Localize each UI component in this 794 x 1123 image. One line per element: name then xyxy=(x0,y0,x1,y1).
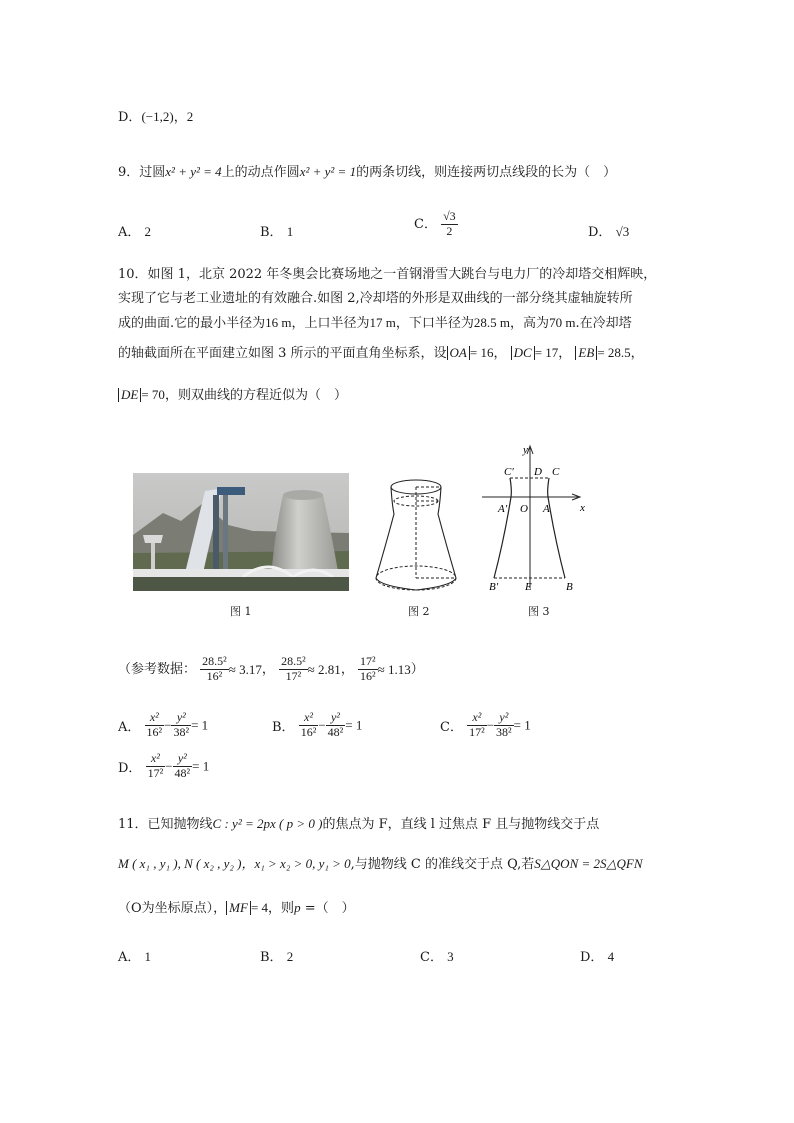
abs-dc: DC xyxy=(511,346,535,360)
point-b: B xyxy=(566,581,573,592)
numerator: y² xyxy=(326,711,346,726)
text: .在冷却塔 xyxy=(575,316,632,331)
top-radius: 17 m xyxy=(369,315,396,330)
separator: ， xyxy=(173,110,187,125)
option-label: D． xyxy=(580,950,604,965)
point-c-prime: C′ xyxy=(504,466,514,478)
option-value: 2 xyxy=(286,949,294,964)
option-value: 2 xyxy=(144,224,152,239)
oa-value: = 16 xyxy=(469,345,494,360)
option-label: D． xyxy=(118,760,142,776)
q10-line-4: 的轴截面所在平面建立如图 3 所示的平面直角坐标系，设 OA = 16， DC = 17， EB = 28.5， xyxy=(118,345,644,361)
q10-option-d xyxy=(118,752,209,781)
numerator: x² xyxy=(145,711,165,726)
q10-option-c xyxy=(440,711,531,740)
numerator: x² xyxy=(299,711,319,726)
figure-3-coordinates xyxy=(478,440,598,592)
height: 70 m xyxy=(549,315,576,330)
q10-line-3 xyxy=(118,316,632,330)
minus: − xyxy=(165,758,173,774)
ref-label: （参考数据： xyxy=(118,661,197,677)
option-value: 1 xyxy=(144,949,152,964)
q9-option-a xyxy=(118,221,151,240)
point-a-prime: A′ xyxy=(498,503,508,515)
denominator: 38² xyxy=(496,724,512,739)
minus: − xyxy=(164,717,172,733)
text: ，高为 xyxy=(510,316,550,331)
fraction-y xyxy=(171,711,191,740)
caption-figure-2: 图 2 xyxy=(408,605,430,618)
option-label: A． xyxy=(118,225,141,240)
option-value: 1 xyxy=(286,224,294,239)
text: 的焦点为 F，直线 l 过焦点 F 且与抛物线交于点 xyxy=(322,817,600,832)
ref-value-1: ≈ 3.17 xyxy=(228,661,262,677)
option-label: C． xyxy=(420,950,443,965)
option-coord: (−1,2) xyxy=(141,109,174,124)
eb-value: = 28.5 xyxy=(597,345,631,360)
ref-fraction-2 xyxy=(279,655,308,684)
text: ,与抛物线 C 的准线交于点 Q,若 xyxy=(350,857,535,872)
option-value: 3 xyxy=(447,949,454,964)
point-b-prime: B′ xyxy=(489,581,499,592)
bottom-radius: 28.5 m xyxy=(473,315,511,330)
figure-2-tower xyxy=(372,474,464,594)
text: ，上口半径为 xyxy=(291,316,370,331)
conditions: ，x₁ > x₂ > 0, y₁ > 0 xyxy=(241,856,351,871)
q9-option-c xyxy=(414,210,458,239)
text: 11．已知抛物线 xyxy=(118,817,213,832)
tower-drawing xyxy=(372,474,464,594)
q9-option-d xyxy=(588,221,629,240)
text: =（ ） xyxy=(300,901,355,916)
q10-option-b xyxy=(272,711,362,740)
dc-value: = 17 xyxy=(534,345,559,360)
denominator: 16² xyxy=(300,724,317,739)
option-label: A． xyxy=(118,950,141,965)
ref-value-2: ≈ 2.81 xyxy=(307,661,341,677)
option-label: B． xyxy=(260,225,283,240)
denominator: 17² xyxy=(147,765,164,780)
equals-one: = 1 xyxy=(192,758,210,774)
y-axis-label: y xyxy=(523,444,528,456)
intersection-points: M ( x₁ , y₁ ), N ( x₂ , y₂ ) xyxy=(118,856,242,871)
numerator: x² xyxy=(146,752,166,767)
denominator: 16² xyxy=(206,668,223,683)
option-value: 4 xyxy=(607,949,615,964)
denominator: 2 xyxy=(446,223,453,238)
min-radius: 16 m xyxy=(265,315,292,330)
fraction xyxy=(441,210,458,239)
denominator: 17² xyxy=(285,668,302,683)
numerator: x² xyxy=(467,711,487,726)
q10-line-2: 实现了它与老工业遗址的有效融合.如图 2,冷却塔的外形是双曲线的一部分绕其虚轴旋转所 xyxy=(118,291,633,306)
denominator: 48² xyxy=(327,724,344,739)
equals-one: = 1 xyxy=(513,717,531,733)
q10-line-1: 10．如图 1，北京 2022 年冬奥会比赛场地之一首钢滑雪大跳台与电力厂的冷却塔交相辉映， xyxy=(118,267,657,282)
equals-one: = 1 xyxy=(191,717,209,733)
q9-stem xyxy=(118,165,616,179)
de-value: = 70 xyxy=(141,387,165,402)
abs-eb: EB xyxy=(575,346,597,360)
caption-figure-1: 图 1 xyxy=(230,605,252,618)
denominator: 17² xyxy=(469,724,485,739)
q8-option-d xyxy=(118,110,193,124)
text: ，则 xyxy=(268,901,295,916)
point-e: E xyxy=(525,581,532,592)
denominator: 16² xyxy=(146,724,163,739)
parabola-equation: C : y² = 2px ( p > 0 ) xyxy=(212,816,323,831)
minus: − xyxy=(318,717,326,733)
point-d: D xyxy=(534,466,542,478)
q11-option-a xyxy=(118,946,151,965)
fraction-y xyxy=(173,752,193,781)
stem-text: 上的动点作圆 xyxy=(221,165,300,180)
option-label: A． xyxy=(118,719,141,735)
option-label: D． xyxy=(118,110,142,125)
point-a: A xyxy=(543,503,550,515)
q11-option-b xyxy=(260,946,293,965)
q11-line-3 xyxy=(118,901,355,915)
text: 的轴截面所在平面建立如图 3 所示的平面直角坐标系，设 xyxy=(118,346,447,361)
fraction-x xyxy=(145,711,165,740)
fraction-y xyxy=(326,711,346,740)
option-value: 2 xyxy=(186,109,194,124)
fraction-x xyxy=(146,752,166,781)
numerator: 17² xyxy=(359,654,376,668)
circle-equation-1: x² + y² = 4 xyxy=(165,164,222,179)
denominator: 16² xyxy=(359,668,376,683)
minus: − xyxy=(486,717,495,733)
ref-fraction-1 xyxy=(200,655,229,684)
origin-o: O xyxy=(520,503,528,515)
q10-reference-data: （参考数据： $\frac{\text{28.5²}}{\text{16²}}$ ≈ 3.17， $\frac{\text{28.5²}}{\text{17²}}$ ≈ 2.81， $\frac{\text{17²}}{\text{16²}}$ ≈ 1.13） xyxy=(118,654,424,683)
ref-fraction-3 xyxy=(358,655,378,684)
point-c: C xyxy=(552,466,560,478)
text: 成的曲面.它的最小半径为 xyxy=(118,316,266,331)
ref-close: ） xyxy=(410,661,424,677)
stem-text: 的两条切线，则连接两切点线段的长为（ ） xyxy=(356,165,617,180)
abs-oa: OA xyxy=(447,346,470,360)
numerator: y² xyxy=(173,752,193,767)
x-axis-label: x xyxy=(580,502,585,514)
q9-option-b xyxy=(260,221,293,240)
text: ，下口半径为 xyxy=(395,316,474,331)
coord-diagram xyxy=(478,440,598,592)
text: （O为坐标原点）， xyxy=(118,901,227,916)
text: ，则双曲线的方程近似为（ ） xyxy=(164,388,347,403)
q11-option-d xyxy=(580,946,614,965)
option-label: B． xyxy=(260,950,283,965)
q11-line-1 xyxy=(118,817,599,831)
numerator: √3 xyxy=(443,209,456,223)
stem-text: 9．过圆 xyxy=(118,165,166,180)
mf-value: = 4 xyxy=(250,900,269,915)
ref-value-3: ≈ 1.13 xyxy=(377,661,411,677)
circle-equation-2: x² + y² = 1 xyxy=(299,164,357,179)
q11-option-c xyxy=(420,946,454,965)
numerator: 28.5² xyxy=(202,654,227,668)
fraction-y xyxy=(494,711,514,740)
q10-option-a xyxy=(118,711,208,740)
numerator: y² xyxy=(494,711,514,726)
area-condition: S△QON = 2S△QFN xyxy=(534,856,643,871)
q10-line-5 xyxy=(118,388,347,402)
figure-1-photo xyxy=(133,473,349,591)
var-p: p xyxy=(294,900,301,915)
option-label: C． xyxy=(414,216,437,232)
numerator: 28.5² xyxy=(281,654,306,668)
fraction-x xyxy=(467,711,487,740)
option-label: C． xyxy=(440,719,463,735)
cooling-tower-photo xyxy=(133,473,349,591)
q11-line-2 xyxy=(118,857,643,871)
equals-one: = 1 xyxy=(345,717,363,733)
denominator: 38² xyxy=(173,724,190,739)
option-label: D． xyxy=(588,225,612,240)
fraction-x xyxy=(299,711,319,740)
option-value: √3 xyxy=(615,224,630,239)
numerator: y² xyxy=(171,711,191,726)
option-label: B． xyxy=(272,719,295,735)
abs-de: DE xyxy=(118,388,141,402)
caption-figure-3: 图 3 xyxy=(528,605,550,618)
abs-mf: MF xyxy=(226,901,251,915)
denominator: 48² xyxy=(174,765,191,780)
